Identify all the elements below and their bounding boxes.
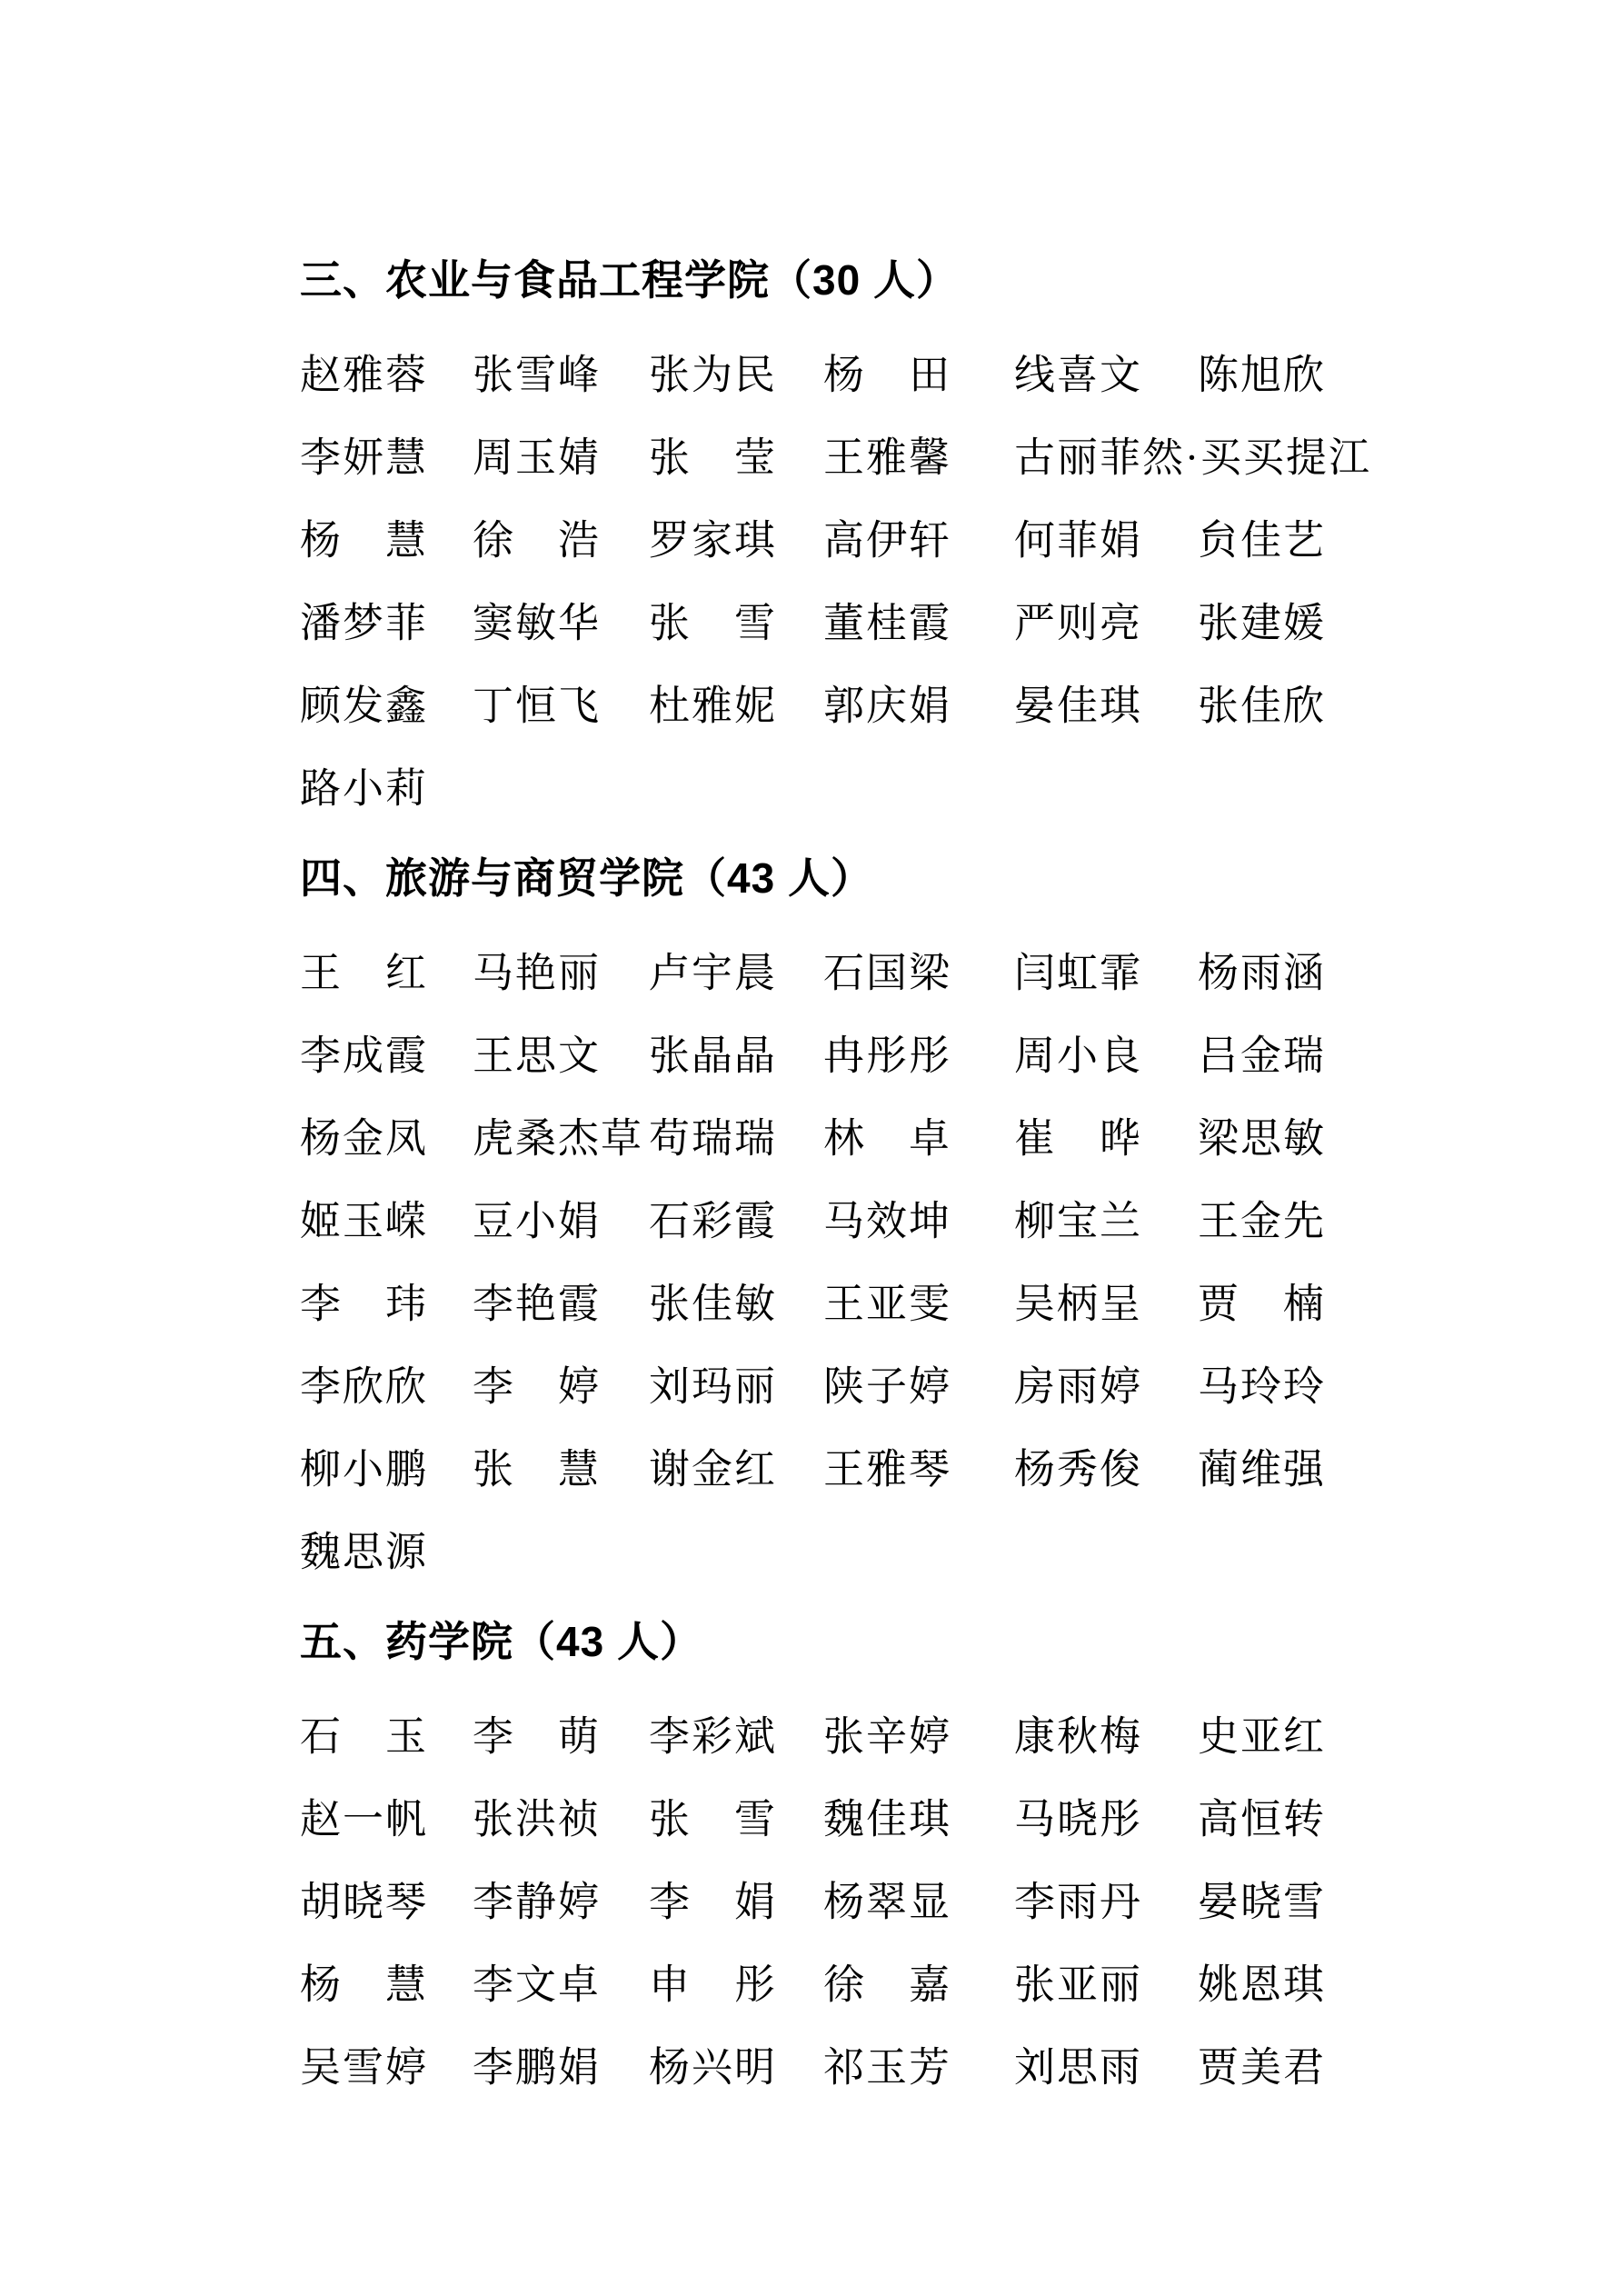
student-name: 崔 晔 (1014, 1115, 1143, 1161)
student-name: 张 慧 (473, 1446, 602, 1492)
student-name: 王亚雯 (823, 1281, 952, 1326)
student-name: 杨翠显 (823, 1879, 952, 1924)
college-section (0, 253, 1623, 825)
student-name: 马玲玲 (1198, 1363, 1327, 1409)
name-row (0, 1341, 1623, 1423)
student-name: 石 玉 (300, 1713, 429, 1759)
student-name: 徐 嘉 (823, 1962, 952, 2007)
student-name: 胡晓琴 (300, 1879, 429, 1924)
student-name: 线喜文 (1014, 352, 1143, 397)
student-name: 何菲娟 (1014, 517, 1143, 563)
student-name: 潘梦菲 (300, 600, 429, 645)
document-content (0, 253, 1623, 2104)
student-name: 杨 田 (823, 352, 952, 397)
student-name: 张 雪 (649, 600, 778, 645)
student-name: 马晓彤 (1014, 1796, 1143, 1842)
student-name: 卢宇晨 (649, 950, 778, 995)
name-row (0, 494, 1623, 577)
student-name: 王金先 (1198, 1198, 1327, 1243)
student-name: 王雅馨 (823, 434, 952, 480)
student-name: 杨兴明 (649, 2044, 778, 2090)
student-name: 姚恩琪 (1198, 1962, 1327, 2007)
name-rows (0, 927, 1623, 1589)
student-name: 杨秀俊 (1014, 1446, 1143, 1492)
name-row (0, 1175, 1623, 1258)
student-name: 郭庆娟 (823, 683, 952, 728)
student-name: 李彩斌 (649, 1713, 778, 1759)
student-name: 闫虹霏 (1014, 950, 1143, 995)
section-heading: 五、药学院（43 人） (300, 1618, 702, 1665)
student-name: 康秋梅 (1014, 1713, 1143, 1759)
name-row (0, 1258, 1623, 1341)
student-name: 张辛婷 (823, 1713, 952, 1759)
student-name: 祁玉芳 (823, 2044, 952, 2090)
name-row (0, 2021, 1623, 2104)
student-name: 晏佳琪 (1014, 683, 1143, 728)
college-section (0, 851, 1623, 1589)
student-name: 徐 浩 (473, 517, 602, 563)
student-name: 顾发鑫 (300, 683, 429, 728)
student-name: 张雪峰 (473, 352, 602, 397)
student-name: 高恒转 (1198, 1796, 1327, 1842)
name-row (0, 1691, 1623, 1773)
student-name: 豆小娟 (473, 1198, 602, 1243)
section-heading: 四、旅游与商贸学院（43 人） (300, 854, 873, 902)
student-name: 杜雅妮 (649, 683, 778, 728)
student-name: 罗家琪 (649, 517, 778, 563)
student-name: 柳宝兰 (1014, 1198, 1143, 1243)
student-name: 蔺维强 (1198, 1446, 1327, 1492)
student-name: 窦敏华 (473, 600, 602, 645)
student-name: 张为民 (649, 352, 778, 397)
student-name: 林 卓 (823, 1115, 952, 1161)
student-name: 赵一帆 (300, 1796, 429, 1842)
student-name: 张 莹 (649, 434, 778, 480)
student-name: 严则亮 (1014, 600, 1143, 645)
student-name: 魏佳琪 (823, 1796, 952, 1842)
student-name: 陈旭欣 (1198, 352, 1327, 397)
student-name: 陕子婷 (823, 1363, 952, 1409)
student-name: 张洪祯 (473, 1796, 602, 1842)
student-name: 马艳丽 (473, 950, 602, 995)
name-row (0, 412, 1623, 494)
student-name: 房雨婷 (1014, 1363, 1143, 1409)
name-row (0, 1506, 1623, 1589)
student-name: 杨金凤 (300, 1115, 429, 1161)
student-name: 杨 慧 (300, 517, 429, 563)
name-row (0, 1856, 1623, 1939)
student-name: 李文卓 (473, 1962, 602, 2007)
student-name: 李 婷 (473, 1363, 602, 1409)
name-row (0, 1773, 1623, 1856)
student-name: 古丽菲然·买买提江 (1014, 434, 1371, 480)
student-name: 赵雅蓉 (300, 352, 429, 397)
student-name: 李静婷 (473, 1879, 602, 1924)
student-name: 董桂霞 (823, 600, 952, 645)
name-rows (0, 1691, 1623, 2104)
student-name: 张佳欣 (1198, 683, 1327, 728)
section-heading: 三、农业与食品工程学院（30 人） (300, 256, 959, 304)
name-row (0, 1423, 1623, 1506)
student-name: 路小莉 (300, 765, 429, 811)
student-name: 杨雨涵 (1198, 950, 1327, 995)
college-section (0, 1614, 1623, 2104)
student-name: 李艳霞 (473, 1281, 602, 1326)
student-name: 冉彤彤 (823, 1033, 952, 1078)
name-row (0, 577, 1623, 660)
student-name: 谢金红 (649, 1446, 778, 1492)
name-row (0, 329, 1623, 412)
student-name: 贾美君 (1198, 2044, 1327, 2090)
student-name: 吴雪婷 (300, 2044, 429, 2090)
student-name: 贾 楠 (1198, 1281, 1327, 1326)
student-name: 周小良 (1014, 1033, 1143, 1078)
student-name: 梁思敏 (1198, 1115, 1327, 1161)
student-name: 张建媛 (1198, 600, 1327, 645)
student-name: 李 娟 (649, 1879, 778, 1924)
student-name: 杨 慧 (300, 1962, 429, 2007)
student-name: 石彩霞 (649, 1198, 778, 1243)
student-name: 史亚红 (1198, 1713, 1327, 1759)
student-name: 周玉婧 (473, 434, 602, 480)
name-row (0, 660, 1623, 743)
student-name: 姬玉嵘 (300, 1198, 429, 1243)
student-name: 虎桑杰草 (473, 1115, 644, 1161)
student-name: 李 玮 (300, 1281, 429, 1326)
student-name: 张亚丽 (1014, 1962, 1143, 2007)
student-name: 马效坤 (823, 1198, 952, 1243)
student-name: 石国梁 (823, 950, 952, 995)
student-name: 王思文 (473, 1033, 602, 1078)
student-name: 刘玛丽 (649, 1363, 778, 1409)
student-name: 张晶晶 (649, 1033, 778, 1078)
student-name: 王 红 (300, 950, 429, 995)
student-name: 魏思源 (300, 1529, 429, 1574)
student-name: 吕金瑞 (1198, 1033, 1327, 1078)
student-name: 柳小鹏 (300, 1446, 429, 1492)
student-name: 张佳敏 (649, 1281, 778, 1326)
name-row (0, 1939, 1623, 2021)
student-name: 苟瑞瑞 (649, 1115, 778, 1161)
student-name: 刘思雨 (1014, 2044, 1143, 2090)
student-name: 晏晓雪 (1198, 1879, 1327, 1924)
name-row (0, 1010, 1623, 1093)
student-name: 李 萌 (473, 1713, 602, 1759)
student-name: 申 彤 (649, 1962, 778, 2007)
name-row (0, 1093, 1623, 1175)
student-name: 李成霞 (300, 1033, 429, 1078)
student-name: 李欣欣 (300, 1363, 429, 1409)
name-row (0, 927, 1623, 1010)
student-name: 李雨丹 (1014, 1879, 1143, 1924)
name-row (0, 743, 1623, 825)
student-name: 王雅琴 (823, 1446, 952, 1492)
student-name: 李鹏娟 (473, 2044, 602, 2090)
student-name: 高伊轩 (823, 517, 952, 563)
student-name: 张 雪 (649, 1796, 778, 1842)
name-rows (0, 329, 1623, 825)
student-name: 贠佳艺 (1198, 517, 1327, 563)
student-name: 吴柄呈 (1014, 1281, 1143, 1326)
student-name: 李妍慧 (300, 434, 429, 480)
student-name: 丁恒飞 (473, 683, 602, 728)
